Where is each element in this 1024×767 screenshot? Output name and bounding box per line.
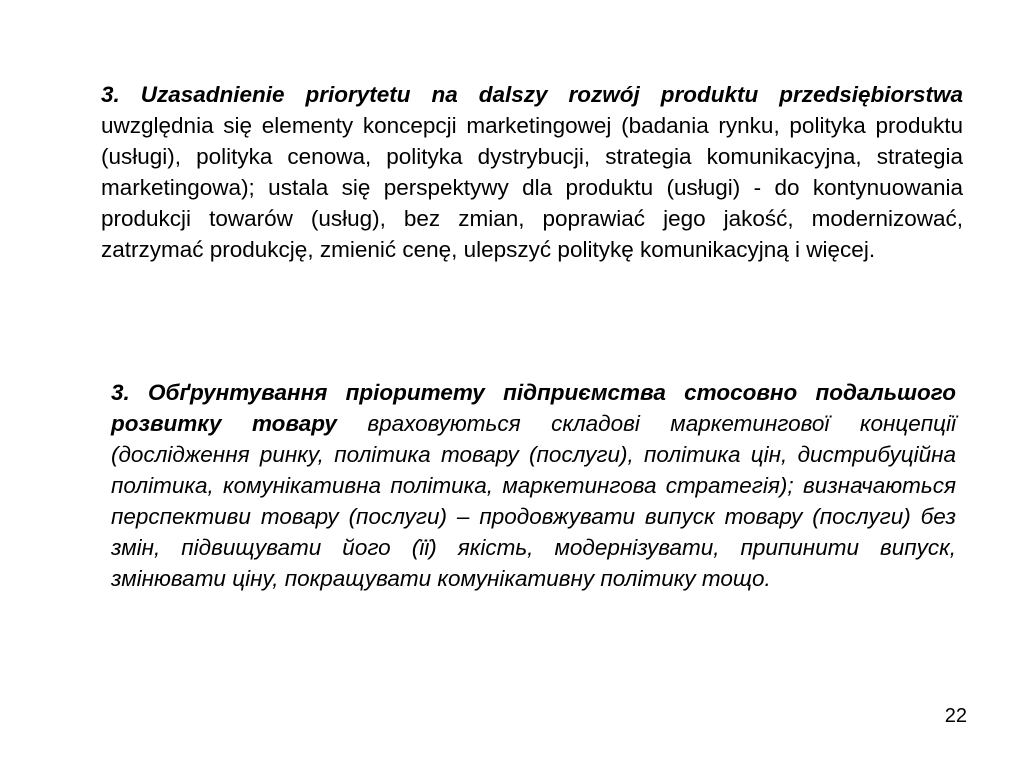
page-number: 22 xyxy=(944,705,967,727)
ukrainian-heading: 3. Обґрунтування пріоритету підприємства стосовно подальшого розвитку товару xyxy=(111,380,956,436)
polish-heading: 3. Uzasadnienie priorytetu na dalszy rozwój produktu przedsiębiorstwa xyxy=(101,82,963,107)
polish-body: uwzględnia się elementy koncepcji marketingowej (badania rynku, polityka produktu (usługi), polityka cenowa, polityka dystrybucji, strategia komunikacyjna, strategia marketingowa); ustala się perspektywy dla produktu (usługi) - do kontynuowania produkcji towarów (usług), bez zmian, poprawiać jego jakość, modernizować, zatrzymać produkcję, zmienić cenę, ulepszyć politykę komunikacyjną i więcej. xyxy=(101,113,963,262)
ukrainian-body: враховуються складові маркетингової концепції (дослідження ринку, політика товару (послуги), політика цін, дистрибуційна політика, комунікативна політика, маркетингова стратегія); визначаються перспективи товару (послуги) – продовжувати випуск товару (послуги) без змін, підвищувати його (її) якість, модернізувати, припинити випуск, змінювати ціну, покращувати комунікативну політику тощо. xyxy=(111,411,956,591)
polish-paragraph xyxy=(101,79,963,265)
ukrainian-paragraph xyxy=(111,377,956,594)
